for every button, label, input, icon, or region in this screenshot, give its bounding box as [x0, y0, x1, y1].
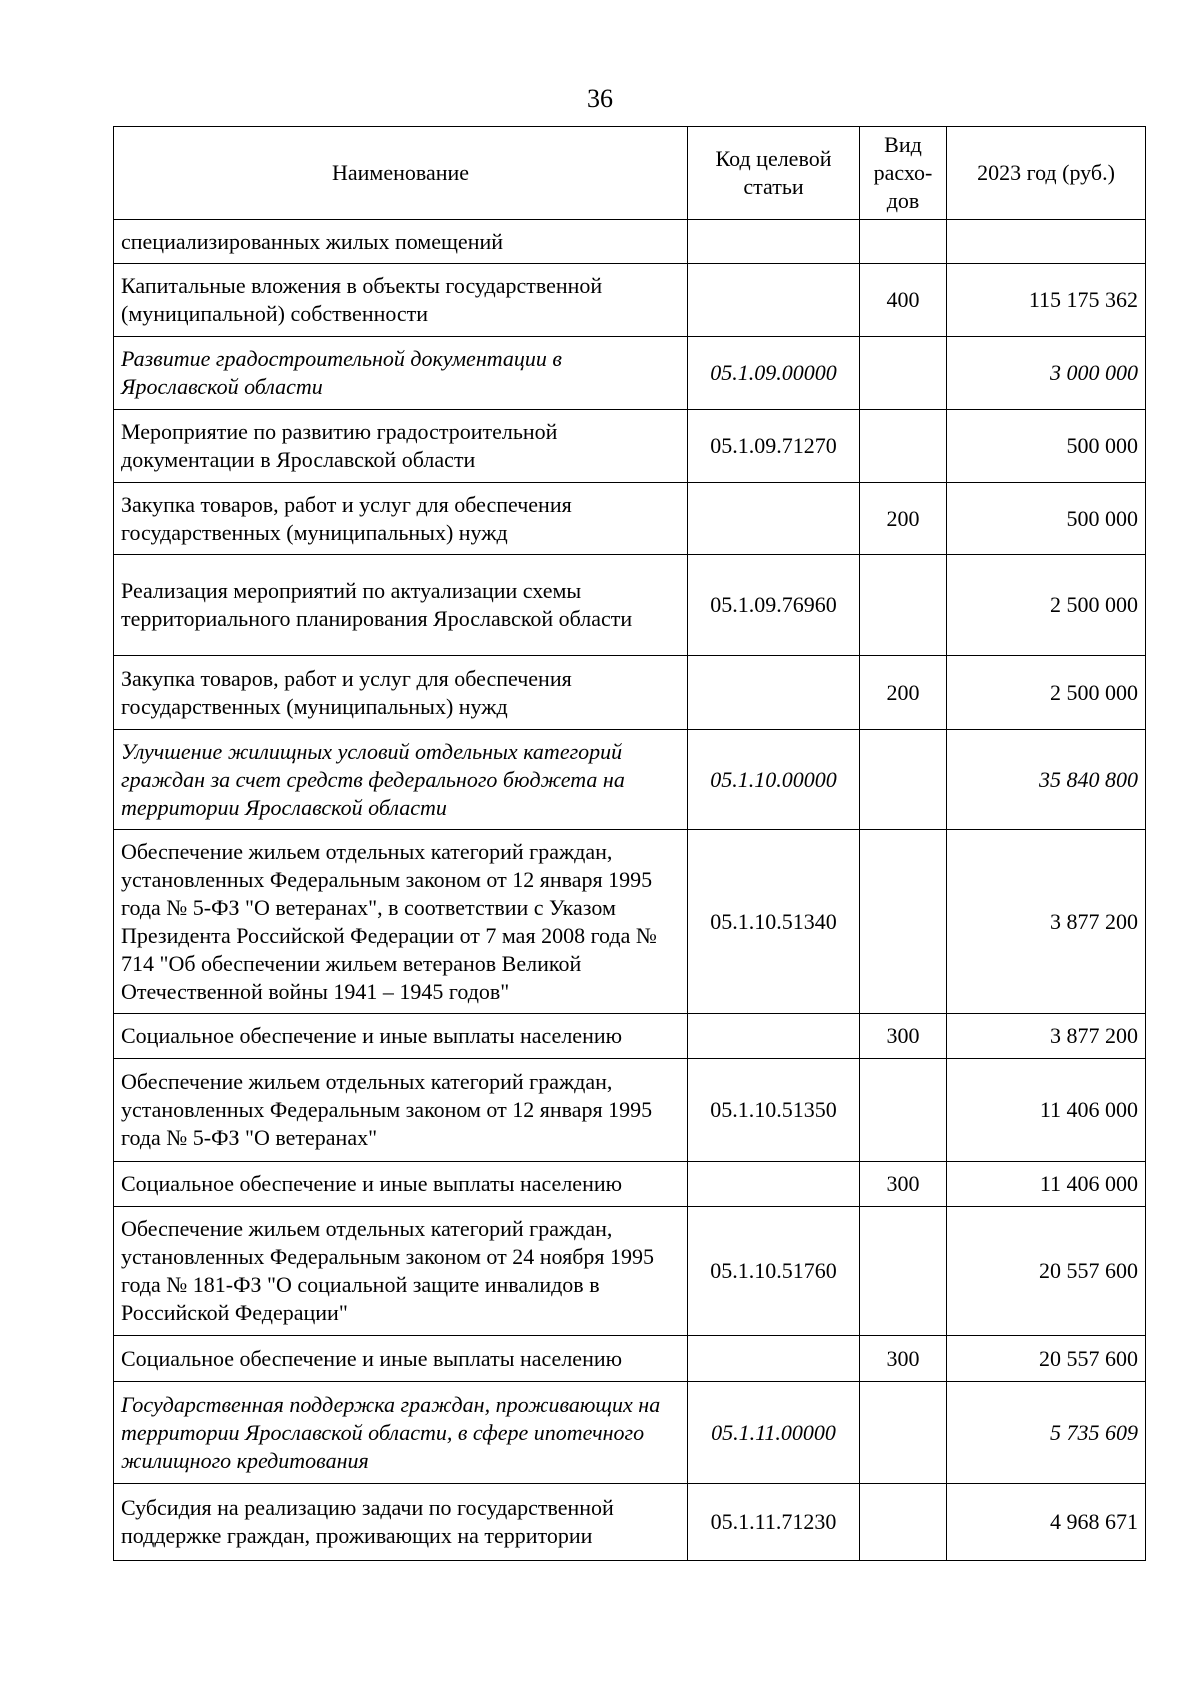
cell-code: [688, 1162, 860, 1207]
cell-code: [688, 264, 860, 337]
cell-kind: 400: [860, 264, 947, 337]
cell-amount: 3 877 200: [947, 830, 1146, 1014]
cell-code: [688, 220, 860, 264]
cell-name: Социальное обеспечение и иные выплаты населению: [114, 1162, 688, 1207]
cell-code: 05.1.10.51340: [688, 830, 860, 1014]
cell-name: Социальное обеспечение и иные выплаты населению: [114, 1014, 688, 1059]
cell-amount: 3 877 200: [947, 1014, 1146, 1059]
cell-amount: 500 000: [947, 483, 1146, 555]
cell-amount: 35 840 800: [947, 730, 1146, 830]
cell-amount: 20 557 600: [947, 1207, 1146, 1336]
table-row: [114, 264, 1146, 337]
table-row: [114, 555, 1146, 656]
cell-kind: 300: [860, 1014, 947, 1059]
cell-kind: 300: [860, 1336, 947, 1382]
cell-code: 05.1.11.71230: [688, 1484, 860, 1561]
cell-name: Реализация мероприятий по актуализации схемы территориального планирования Ярославской области: [114, 555, 688, 656]
cell-amount: 115 175 362: [947, 264, 1146, 337]
cell-kind: 300: [860, 1162, 947, 1207]
table-row: [114, 410, 1146, 483]
cell-kind: [860, 555, 947, 656]
cell-amount: 4 968 671: [947, 1484, 1146, 1561]
table-row: [114, 1162, 1146, 1207]
cell-code: 05.1.11.00000: [688, 1382, 860, 1484]
cell-kind: [860, 337, 947, 410]
cell-name: Закупка товаров, работ и услуг для обеспечения государственных (муниципальных) нужд: [114, 656, 688, 730]
cell-kind: [860, 410, 947, 483]
cell-kind: [860, 730, 947, 830]
cell-kind: 200: [860, 656, 947, 730]
cell-name: Обеспечение жильем отдельных категорий граждан, установленных Федеральным законом от 24 ноября 1995 года № 181-ФЗ "О социальной защите инвалидов в Российской Федерации": [114, 1207, 688, 1336]
cell-kind: [860, 1207, 947, 1336]
cell-name: Обеспечение жильем отдельных категорий граждан, установленных Федеральным законом от 12 января 1995 года № 5-ФЗ "О ветеранах": [114, 1059, 688, 1162]
cell-amount: 11 406 000: [947, 1059, 1146, 1162]
cell-code: 05.1.09.71270: [688, 410, 860, 483]
cell-kind: [860, 220, 947, 264]
table-row: [114, 1382, 1146, 1484]
cell-name: Мероприятие по развитию градостроительной документации в Ярославской области: [114, 410, 688, 483]
cell-name: специализированных жилых помещений: [114, 220, 688, 264]
cell-name: Субсидия на реализацию задачи по государственной поддержке граждан, проживающих на территории: [114, 1484, 688, 1561]
table-row: [114, 1059, 1146, 1162]
cell-kind: [860, 1382, 947, 1484]
cell-code: 05.1.10.51350: [688, 1059, 860, 1162]
cell-name: Социальное обеспечение и иные выплаты населению: [114, 1336, 688, 1382]
cell-name: Улучшение жилищных условий отдельных категорий граждан за счет средств федерального бюджета на территории Ярославской области: [114, 730, 688, 830]
cell-code: [688, 656, 860, 730]
cell-name: Обеспечение жильем отдельных категорий граждан, установленных Федеральным законом от 12 января 1995 года № 5-ФЗ "О ветеранах", в соответствии с Указом Президента Российской Федерации от 7 мая 2008 года № 714 "Об обеспечении жильем ветеранов Великой Отечественной войны 1941 – 1945 годов": [114, 830, 688, 1014]
header-kind: Вид расхо-дов: [860, 127, 947, 220]
cell-amount: 500 000: [947, 410, 1146, 483]
table-row: [114, 337, 1146, 410]
cell-name: Капитальные вложения в объекты государственной (муниципальной) собственности: [114, 264, 688, 337]
cell-amount: 5 735 609: [947, 1382, 1146, 1484]
cell-code: 05.1.10.00000: [688, 730, 860, 830]
header-name: Наименование: [114, 127, 688, 220]
budget-table: [113, 126, 1146, 1561]
cell-amount: 11 406 000: [947, 1162, 1146, 1207]
cell-code: 05.1.10.51760: [688, 1207, 860, 1336]
table-row: [114, 1336, 1146, 1382]
cell-amount: 3 000 000: [947, 337, 1146, 410]
cell-code: 05.1.09.76960: [688, 555, 860, 656]
cell-name: Закупка товаров, работ и услуг для обеспечения государственных (муниципальных) нужд: [114, 483, 688, 555]
table-row: [114, 830, 1146, 1014]
cell-name: Развитие градостроительной документации в Ярославской области: [114, 337, 688, 410]
table-row: [114, 656, 1146, 730]
table-row: [114, 483, 1146, 555]
cell-code: 05.1.09.00000: [688, 337, 860, 410]
table-row: [114, 1207, 1146, 1336]
header-amount: 2023 год (руб.): [947, 127, 1146, 220]
cell-amount: 2 500 000: [947, 555, 1146, 656]
cell-kind: [860, 830, 947, 1014]
table-body: [114, 220, 1146, 1561]
table-row: [114, 220, 1146, 264]
cell-kind: 200: [860, 483, 947, 555]
table-row: [114, 730, 1146, 830]
cell-code: [688, 483, 860, 555]
table-header-row: [114, 127, 1146, 220]
cell-kind: [860, 1059, 947, 1162]
cell-name: Государственная поддержка граждан, проживающих на территории Ярославской области, в сфере ипотечного жилищного кредитования: [114, 1382, 688, 1484]
cell-amount: [947, 220, 1146, 264]
cell-code: [688, 1014, 860, 1059]
header-code: Код целевой статьи: [688, 127, 860, 220]
page-number: 36: [587, 84, 613, 113]
cell-code: [688, 1336, 860, 1382]
table-row: [114, 1014, 1146, 1059]
cell-kind: [860, 1484, 947, 1561]
cell-amount: 2 500 000: [947, 656, 1146, 730]
table-row: [114, 1484, 1146, 1561]
cell-amount: 20 557 600: [947, 1336, 1146, 1382]
